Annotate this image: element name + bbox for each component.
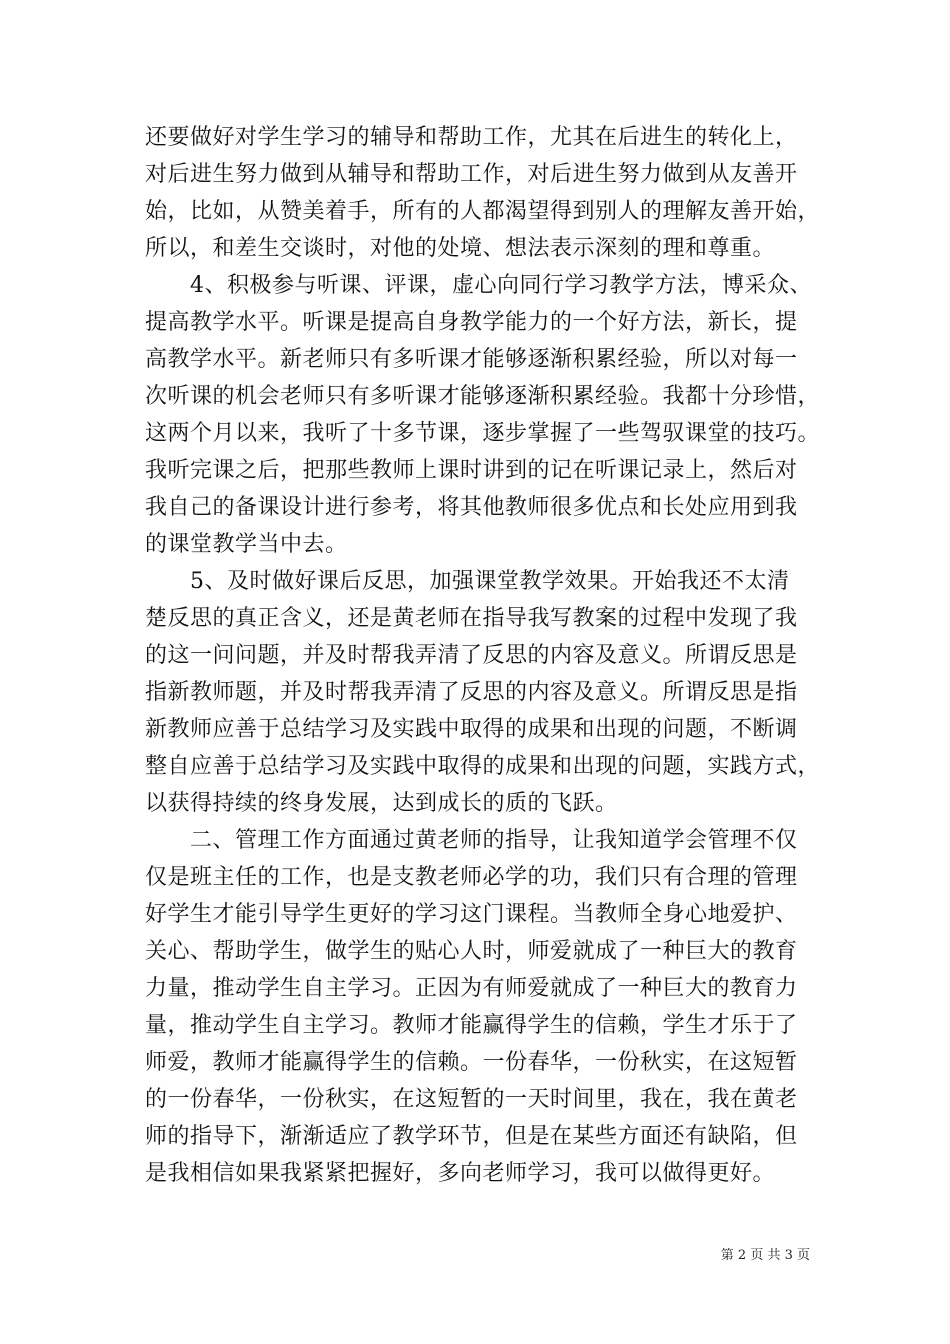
text-line: 仅是班主任的工作，也是支教老师必学的功，我们只有合理的管理: [145, 865, 798, 890]
text-line: 这两个月以来，我听了十多节课，逐步掌握了一些驾驭课堂的技巧。: [145, 421, 821, 446]
text-line: 高教学水平。新老师只有多听课才能够逐渐积累经验，所以对每一: [145, 347, 798, 372]
text-line: 对后进生努力做到从辅导和帮助工作，对后进生努力做到从友善开: [145, 162, 798, 187]
text-line: 好学生才能引导学生更好的学习这门课程。当教师全身心地爱护、: [145, 902, 798, 927]
text-line: 以获得持续的终身发展，达到成长的质的飞跃。: [145, 791, 618, 816]
text-line: 4、积极参与听课、评课，虚心向同行学习教学方法，博采众、: [190, 273, 812, 298]
text-line: 我听完课之后，把那些教师上课时讲到的记在听课记录上，然后对: [145, 458, 798, 483]
text-line: 二、管理工作方面通过黄老师的指导，让我知道学会管理不仅: [190, 828, 798, 853]
text-line: 所以，和差生交谈时，对他的处境、想法表示深刻的理和尊重。: [145, 236, 776, 261]
text-line: 的课堂教学当中去。: [145, 532, 348, 557]
text-line: 楚反思的真正含义，还是黄老师在指导我写教案的过程中发现了我: [145, 606, 798, 631]
text-line: 师的指导下，渐渐适应了教学环节，但是在某些方面还有缺陷，但: [145, 1124, 798, 1149]
text-line: 5、及时做好课后反思，加强课堂教学效果。开始我还不太清: [190, 569, 790, 594]
text-line: 我自己的备课设计进行参考，将其他教师很多优点和长处应用到我: [145, 495, 798, 520]
text-line: 提高教学水平。听课是提高自身教学能力的一个好方法，新长，提: [145, 310, 798, 335]
text-line: 量，推动学生自主学习。教师才能赢得学生的信赖，学生才乐于了: [145, 1013, 798, 1038]
text-line: 的一份春华，一份秋实，在这短暂的一天时间里，我在，我在黄老: [145, 1087, 798, 1112]
text-line: 始，比如，从赞美着手，所有的人都渴望得到别人的理解友善开始，: [145, 199, 821, 224]
text-line: 指新教师题，并及时帮我弄清了反思的内容及意义。所谓反思是指: [145, 680, 798, 705]
text-line: 还要做好对学生学习的辅导和帮助工作，尤其在后进生的转化上，: [145, 125, 798, 150]
page-number: 第 2 页 共 3 页: [720, 1248, 810, 1263]
text-line: 新教师应善于总结学习及实践中取得的成果和出现的问题，不断调: [145, 717, 798, 742]
text-line: 次听课的机会老师只有多听课才能够逐渐积累经验。我都十分珍惜，: [145, 384, 821, 409]
text-line: 的这一问问题，并及时帮我弄清了反思的内容及意义。所谓反思是: [145, 643, 798, 668]
text-line: 师爱，教师才能赢得学生的信赖。一份春华，一份秋实，在这短暂: [145, 1050, 798, 1075]
text-line: 关心、帮助学生，做学生的贴心人时，师爱就成了一种巨大的教育: [145, 939, 798, 964]
text-line: 是我相信如果我紧紧把握好，多向老师学习，我可以做得更好。: [145, 1161, 776, 1186]
text-line: 力量，推动学生自主学习。正因为有师爱就成了一种巨大的教育力: [145, 976, 798, 1001]
text-line: 整自应善于总结学习及实践中取得的成果和出现的问题，实践方式，: [145, 754, 821, 779]
